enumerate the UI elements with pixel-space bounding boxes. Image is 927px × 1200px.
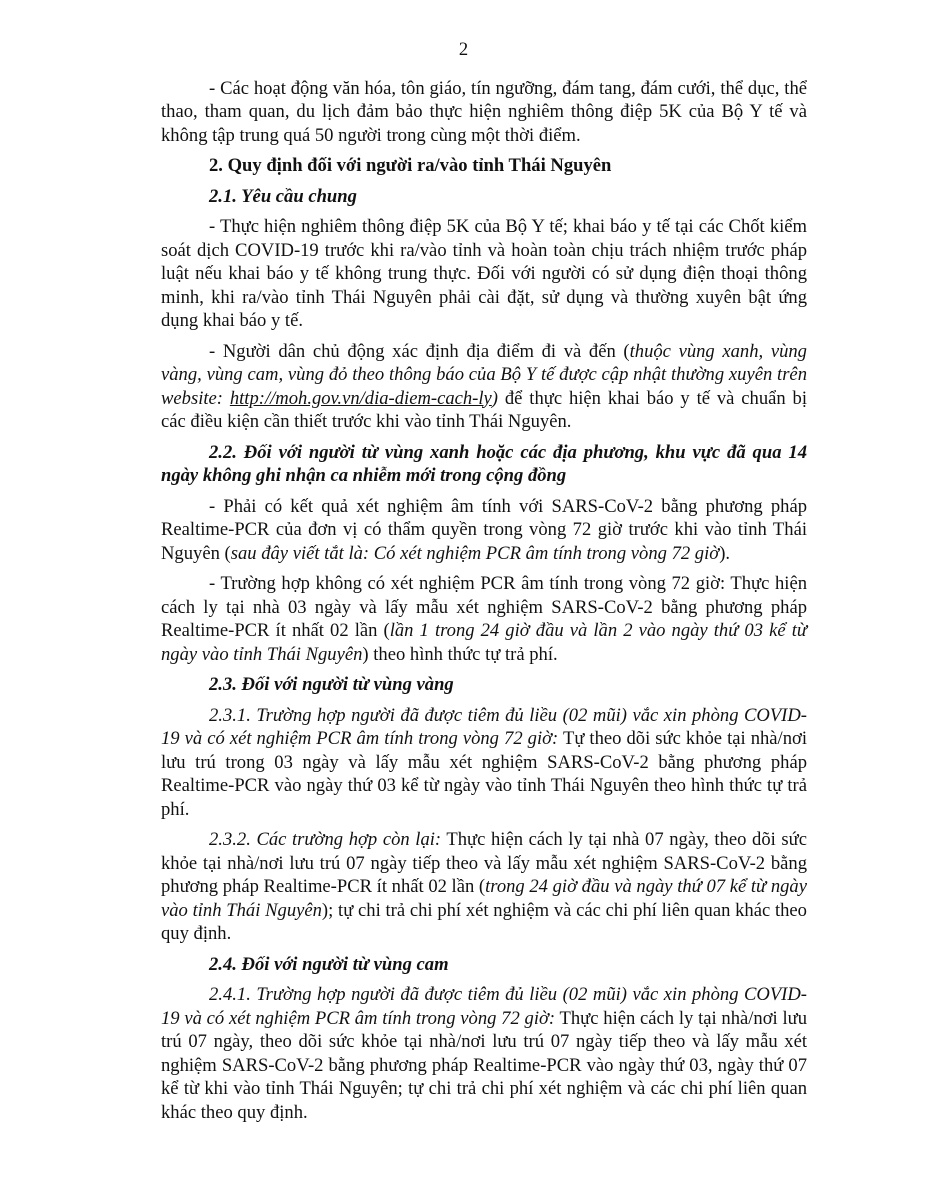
text-run: ); tự chi trả chi phí xét nghiệm và các chi phí liên quan khác theo quy định.: [161, 899, 807, 944]
paragraph-activities: - Các hoạt động văn hóa, tôn giáo, tín ngưỡng, đám tang, đám cưới, thể dục, thể thao, tham quan, du lịch đảm bảo thực hiện nghiêm thông điệp 5K của Bộ Y tế và không tập trung quá 50 người trong cùng một thời điểm.: [161, 77, 807, 146]
text-run: ) theo hình thức tự trả phí.: [362, 643, 558, 665]
subsection-heading-2-1: 2.1. Yêu cầu chung: [209, 185, 357, 207]
subsection-heading-2-2: 2.2. Đối với người từ vùng xanh hoặc các địa phương, khu vực đã qua 14 ngày không ghi nhận ca nhiễm mới trong cộng đồng: [161, 441, 807, 486]
text-run-italic: 2.3.2. Các trường hợp còn lại:: [209, 829, 442, 850]
text-run-italic: lần 1 trong 24 giờ đầu và lần 2 vào ngày thứ 03 kể từ ngày vào tỉnh Thái Nguyên: [161, 620, 808, 665]
subsection-heading-2-4: 2.4. Đối với người từ vùng cam: [209, 953, 449, 975]
text-run-italic: trong 24 giờ đầu và ngày thứ 07 kể từ ngày vào tỉnh Thái Nguyên: [161, 876, 807, 921]
paragraph-2-4-1: [161, 983, 807, 1124]
text-run-italic: 2.4.1. Trường hợp người đã được tiêm đủ liều (02 mũi) vắc xin phòng COVID-19 và có xét nghiệm PCR âm tính trong vòng 72 giờ:: [161, 984, 807, 1029]
paragraph-2-3-1: [161, 704, 807, 822]
text-run: ).: [719, 542, 731, 564]
text-run: - Phải có kết quả xét nghiệm âm tính với SARS-CoV-2 bằng phương pháp Realtime-PCR của đơn vị có thẩm quyền trong vòng 72 giờ trước khi vào tỉnh Thái Nguyên (: [161, 495, 807, 564]
text-run-italic: sau đây viết tắt là: Có xét nghiệm PCR âm tính trong vòng 72 giờ: [230, 542, 720, 564]
text-run-italic: 2.3.1. Trường hợp người đã được tiêm đủ liều (02 mũi) vắc xin phòng COVID-19 và có xét nghiệm PCR âm tính trong vòng 72 giờ:: [161, 704, 807, 749]
text-run: - Trường hợp không có xét nghiệm PCR âm tính trong vòng 72 giờ: Thực hiện cách ly tại nhà 03 ngày và lấy mẫu xét nghiệm SARS-CoV-2 bằng phương pháp Realtime-PCR ít nhất 02 lần (: [161, 573, 807, 641]
paragraph-2-3-2: [161, 828, 807, 946]
text-run-italic: thuộc vùng xanh, vùng vàng, vùng cam, vùng đỏ theo thông báo của Bộ Y tế được cập nhật thường xuyên trên website:: [161, 340, 807, 409]
text-run: - Người dân chủ động xác định địa điểm đi và đến (: [209, 340, 630, 362]
text-run: để thực hiện khai báo y tế và chuẩn bị các điều kiện cần thiết trước khi vào tỉnh Thái Nguyên.: [161, 387, 807, 432]
moh-website-link[interactable]: http://moh.gov.vn/dia-diem-cach-ly: [229, 387, 492, 409]
paragraph-locations: [161, 340, 807, 434]
page-number: 2: [458, 39, 469, 60]
text-run: Thực hiện cách ly tại nhà 07 ngày, theo dõi sức khỏe tại nhà/nơi lưu trú 07 ngày tiếp theo và lấy mẫu xét nghiệm SARS-CoV-2 bằng phương pháp Realtime-PCR ít nhất 02 lần (: [161, 829, 807, 897]
text-run: Tự theo dõi sức khỏe tại nhà/nơi lưu trú trong 03 ngày và lấy mẫu xét nghiệm SARS-CoV-2 bằng phương pháp Realtime-PCR vào ngày thứ 03 kể từ ngày vào tỉnh Thái Nguyên theo hình thức tự trả phí.: [161, 728, 808, 820]
section-heading-2: 2. Quy định đối với người ra/vào tỉnh Thái Nguyên: [209, 155, 612, 176]
paragraph-pcr-negative: [161, 495, 807, 566]
text-run-italic: ): [491, 387, 498, 409]
subsection-heading-2-3: 2.3. Đối với người từ vùng vàng: [209, 674, 454, 695]
paragraph-no-pcr: [161, 572, 807, 666]
paragraph-general-requirements: - Thực hiện nghiêm thông điệp 5K của Bộ Y tế; khai báo y tế tại các Chốt kiểm soát dịch COVID-19 trước khi ra/vào tỉnh và hoàn toàn chịu trách nhiệm trước pháp luật nếu khai báo y tế không trung thực. Đối với người có sử dụng điện thoại thông minh, khi ra/vào tỉnh Thái Nguyên phải cài đặt, sử dụng và thường xuyên bật ứng dụng khai báo y tế.: [161, 216, 807, 331]
text-run: Thực hiện cách ly tại nhà/nơi lưu trú 07 ngày, theo dõi sức khỏe tại nhà/nơi lưu trú 07 ngày tiếp theo và lấy mẫu xét nghiệm SARS-CoV-2 bằng phương pháp Realtime-PCR vào ngày thứ 03, ngày thứ 07 kể từ khi vào tỉnh Thái Nguyên; tự chi trả chi phí xét nghiệm và các chi phí liên quan khác theo quy định.: [161, 1007, 808, 1123]
